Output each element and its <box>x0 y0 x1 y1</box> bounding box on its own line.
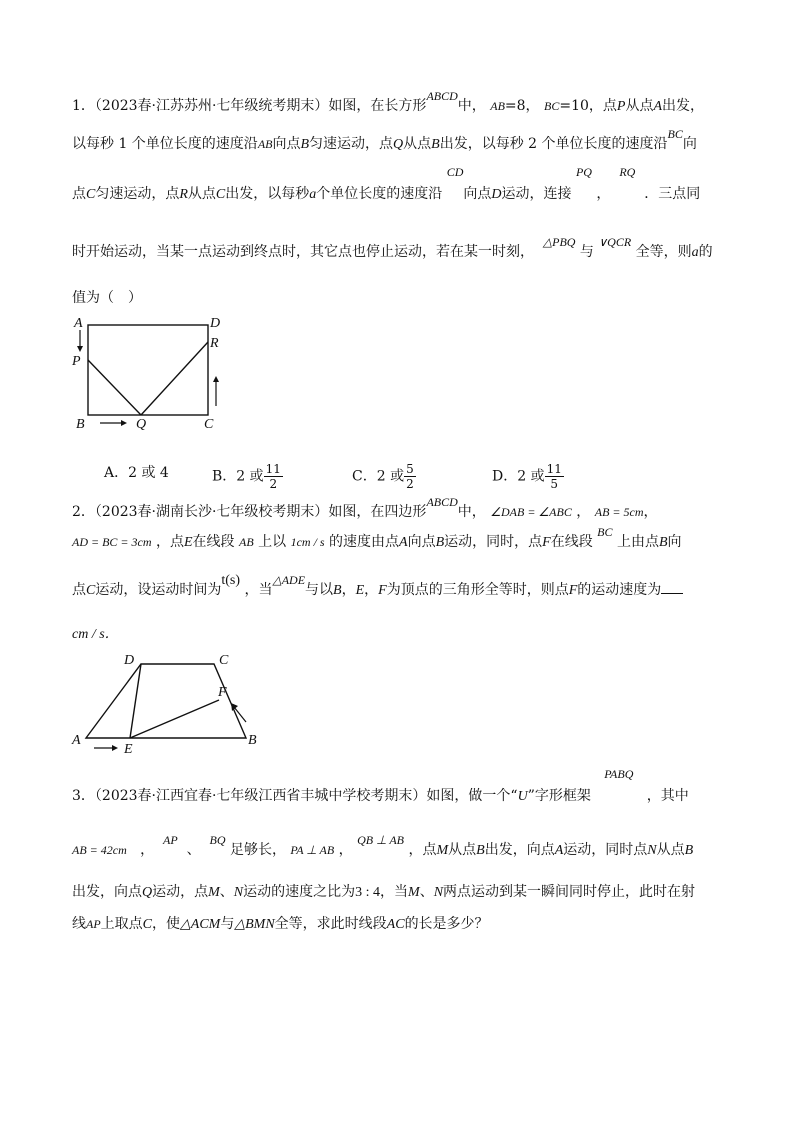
q2-math: E <box>355 583 365 598</box>
q1-math: ABCD <box>426 89 458 103</box>
option-label: A．2 或 4 <box>104 465 169 481</box>
q1-math: PQ <box>575 165 592 179</box>
q3-math: C <box>142 917 153 932</box>
q1-text: ， <box>596 186 611 202</box>
q3-text: 出发，向点 <box>484 842 555 858</box>
q3-math: B <box>476 843 485 858</box>
q3-line-3 <box>72 882 695 903</box>
segment-pq <box>88 360 141 415</box>
q2-math: 1cm / s <box>290 535 325 549</box>
q3-math: M <box>408 885 420 900</box>
q3-text: 运动，点 <box>152 884 209 900</box>
q3-math: AC <box>386 917 405 932</box>
quadrilateral-abcd <box>86 664 246 738</box>
option-a <box>104 462 169 482</box>
arrow-right-icon <box>121 420 127 426</box>
q3-math: 3 : 4 <box>355 885 381 900</box>
q2-text: 与以 <box>305 582 334 598</box>
q1-text: 运动，连接 <box>501 186 572 202</box>
q1-text: 全等，则 <box>635 244 692 260</box>
q2-math: B <box>435 535 445 550</box>
label-a: A <box>74 316 83 331</box>
answer-blank[interactable] <box>661 593 683 594</box>
q2-figure <box>66 650 266 760</box>
segment-ef <box>130 700 219 738</box>
q3-math: BQ <box>209 833 226 847</box>
q1-text: 与 <box>579 244 594 260</box>
option-label: D．2 或 <box>492 468 545 485</box>
segment-rq <box>141 342 208 415</box>
q1-text: =10，点 <box>559 98 617 114</box>
q1-text: 个单位长度的速度沿 <box>316 186 443 202</box>
q3-math: N <box>233 885 244 900</box>
q2-line-4 <box>72 624 119 645</box>
q1-math: B <box>431 137 440 152</box>
q3-text: 运动，同时点 <box>563 842 648 858</box>
q1-math: C <box>215 187 226 202</box>
label-d: D <box>210 316 221 331</box>
q3-text: 、 <box>219 884 234 900</box>
q1-math: a <box>691 245 699 260</box>
q3-text: ，当 <box>380 884 409 900</box>
option-c <box>352 462 416 491</box>
q3-text: ，使 <box>152 916 181 932</box>
q3-math: U <box>517 789 528 804</box>
label-b: B <box>248 733 257 748</box>
q1-math: A <box>653 99 663 114</box>
q3-text: ”字形框架 <box>527 788 591 804</box>
q3-line-1 <box>72 767 689 807</box>
option-label: B．2 或 <box>212 468 264 485</box>
q3-math: M <box>436 843 449 858</box>
q2-text: 上由点 <box>616 534 659 550</box>
q3-line-2 <box>72 833 694 861</box>
q3-math: PABQ <box>604 767 634 781</box>
q3-text: 与 <box>220 916 235 932</box>
q3-text: 、 <box>186 842 201 858</box>
q3-text: ， <box>140 842 155 858</box>
q1-math: CD <box>446 165 464 179</box>
q3-math: B <box>684 843 694 858</box>
q2-text: 向 <box>667 534 682 550</box>
q1-text: 从点 <box>625 98 654 114</box>
q2-line-3 <box>72 573 683 601</box>
q3-text: ，点 <box>408 842 437 858</box>
q3-math: PA ⊥ AB <box>290 843 335 857</box>
label-c: C <box>219 653 229 668</box>
q1-text: 出发， <box>662 98 705 114</box>
q2-text: 在线段 <box>550 534 593 550</box>
q2-math: F <box>542 535 551 550</box>
label-c: C <box>204 417 214 432</box>
q3-text: 出发，向点 <box>72 884 142 900</box>
fraction <box>404 462 416 491</box>
q2-math: △ADE <box>272 573 306 587</box>
q2-text: 的速度由点 <box>329 534 400 550</box>
q1-text: 向点 <box>272 136 301 152</box>
q2-text: ， <box>576 504 591 520</box>
q3-text: 3．（2023春·江西宜春·七年级江西省丰城中学校考期末）如图，做一个“ <box>72 788 518 804</box>
label-p: P <box>72 354 81 369</box>
q1-text: 向点 <box>463 186 492 202</box>
fraction <box>545 462 564 491</box>
q2-math: BC <box>597 525 613 539</box>
q1-text: 点 <box>72 186 86 202</box>
q1-math: P <box>616 99 626 114</box>
q1-line-4 <box>72 235 713 263</box>
q3-math: QB ⊥ AB <box>357 833 405 847</box>
label-q: Q <box>136 417 147 432</box>
q1-text: 出发，以每秒 <box>225 186 310 202</box>
fraction-den: 5 <box>550 477 559 491</box>
q2-text: 为顶点的三角形全等时，则点 <box>386 582 569 598</box>
label-f: F <box>218 685 227 700</box>
q1-math: Q <box>393 137 404 152</box>
q2-text: ，当 <box>244 582 273 598</box>
q2-math: C <box>86 583 96 598</box>
q2-math: ABCD <box>426 495 458 509</box>
q1-math: BC <box>544 99 560 113</box>
q1-math: AB <box>257 137 273 151</box>
label-b: B <box>76 417 85 432</box>
fraction-num: 11 <box>265 462 281 476</box>
q1-math: RQ <box>619 165 636 179</box>
q1-line-2 <box>72 127 697 155</box>
q2-text: 上以 <box>258 534 287 550</box>
q1-line-1 <box>72 89 705 117</box>
arrow-right-icon <box>112 745 118 751</box>
label-r: R <box>210 336 219 351</box>
q1-math: △PBQ <box>542 235 576 249</box>
q3-text: ，其中 <box>646 788 689 804</box>
q1-line-5: 值为（ ） <box>72 290 142 306</box>
q3-math: △BMN <box>234 917 275 932</box>
q3-math: N <box>433 885 444 900</box>
q2-text: 2．（2023春·湖南长沙·七年级校考期末）如图，在四边形 <box>72 504 427 520</box>
q2-text: 点 <box>72 582 86 598</box>
q2-math: E <box>183 535 193 550</box>
q1-math: B <box>300 137 310 152</box>
q1-text: 以每秒 1 个单位长度的速度沿 <box>72 136 258 152</box>
q3-text: 上取点 <box>100 916 143 932</box>
q2-text: 运动，设运动时间为 <box>95 582 222 598</box>
q2-math: AB <box>239 535 254 549</box>
q2-math: ∠DAB = ∠ABC <box>490 505 572 519</box>
q2-line-2 <box>72 525 682 553</box>
q1-math: a <box>309 187 317 202</box>
q2-unit: cm / s． <box>72 627 119 642</box>
option-d <box>492 462 564 491</box>
arrow-up-icon <box>213 376 219 382</box>
fraction-den: 2 <box>269 477 278 491</box>
q3-math: △ACM <box>180 917 221 932</box>
q2-math: t(s) <box>221 573 241 588</box>
q3-text: 、 <box>419 884 434 900</box>
q3-text: 从点 <box>656 842 685 858</box>
arrow-down-icon <box>77 346 83 352</box>
label-a: A <box>72 733 81 748</box>
q2-math: B <box>333 583 342 598</box>
q1-text: 中， <box>457 98 486 114</box>
option-label: C．2 或 <box>352 468 405 485</box>
q3-text: 两点运动到某一瞬间同时停止，此时在射 <box>443 884 696 900</box>
q1-text: 匀速运动，点 <box>309 136 394 152</box>
q1-text: 1．（2023春·江苏苏州·七年级统考期末）如图，在长方形 <box>72 98 427 114</box>
label-e: E <box>124 742 133 757</box>
q1-text: 时开始运动，当某一点运动到终点时，其它点也停止运动，若在某一时刻， <box>72 244 534 260</box>
q1-math: BC <box>667 127 683 141</box>
rect-abcd <box>88 325 208 415</box>
q2-math: F <box>378 583 387 598</box>
fraction-num: 11 <box>546 462 562 476</box>
q3-text: ， <box>338 842 353 858</box>
fraction-num: 5 <box>406 462 414 476</box>
segment-de <box>130 664 141 738</box>
q3-text: 的长是多少？ <box>404 916 489 932</box>
q3-text: 足够长， <box>229 842 286 858</box>
option-b <box>212 462 283 491</box>
q1-math: ∨QCR <box>598 235 632 249</box>
q1-math: R <box>179 187 188 202</box>
q2-text: 向点 <box>407 534 436 550</box>
q3-text: 运动的速度之比为 <box>243 884 356 900</box>
q1-text: ．三点同 <box>644 186 701 202</box>
q1-text: 向 <box>682 136 697 152</box>
q2-text: ， <box>643 504 658 520</box>
q1-text: =8， <box>504 98 540 114</box>
fraction-den: 2 <box>406 477 414 491</box>
q2-math: B <box>658 535 668 550</box>
q1-math: AB <box>490 99 505 113</box>
q3-line-4 <box>72 914 489 935</box>
q3-math: N <box>647 843 657 858</box>
q1-text: 出发，以每秒 2 个单位长度的速度沿 <box>439 136 668 152</box>
q2-text: ， <box>341 582 356 598</box>
q1-line-3 <box>72 165 701 205</box>
q1-text: 匀速运动，点 <box>95 186 180 202</box>
q2-math: AD = BC = 3cm <box>72 535 152 549</box>
q2-math: A <box>399 535 408 550</box>
q3-math: AP <box>86 917 101 931</box>
q1-math: D <box>491 187 502 202</box>
q1-figure <box>68 310 228 440</box>
q3-text: 全等，求此时线段 <box>274 916 387 932</box>
q3-text: 从点 <box>448 842 477 858</box>
q3-text: 线 <box>72 916 86 932</box>
q2-text: 中， <box>457 504 486 520</box>
q2-text: 运动，同时，点 <box>444 534 543 550</box>
q2-math: AB = 5cm <box>594 505 644 519</box>
q1-math: C <box>86 187 96 202</box>
q3-math: Q <box>142 885 153 900</box>
q2-line-1 <box>72 495 658 522</box>
q1-text: 从点 <box>403 136 432 152</box>
fraction <box>264 462 283 491</box>
q1-text: 从点 <box>187 186 216 202</box>
q3-math: M <box>208 885 220 900</box>
q2-text: ， <box>364 582 379 598</box>
q2-math: F <box>568 583 578 598</box>
q3-math: AB = 42cm <box>72 843 127 857</box>
q2-text: ，点 <box>155 534 184 550</box>
q2-text: 的运动速度为 <box>577 582 662 598</box>
q2-text: 在线段 <box>192 534 235 550</box>
q3-math: A <box>554 843 564 858</box>
label-d: D <box>124 653 135 668</box>
q3-math: AP <box>163 833 178 847</box>
q1-text: 的 <box>698 244 713 260</box>
